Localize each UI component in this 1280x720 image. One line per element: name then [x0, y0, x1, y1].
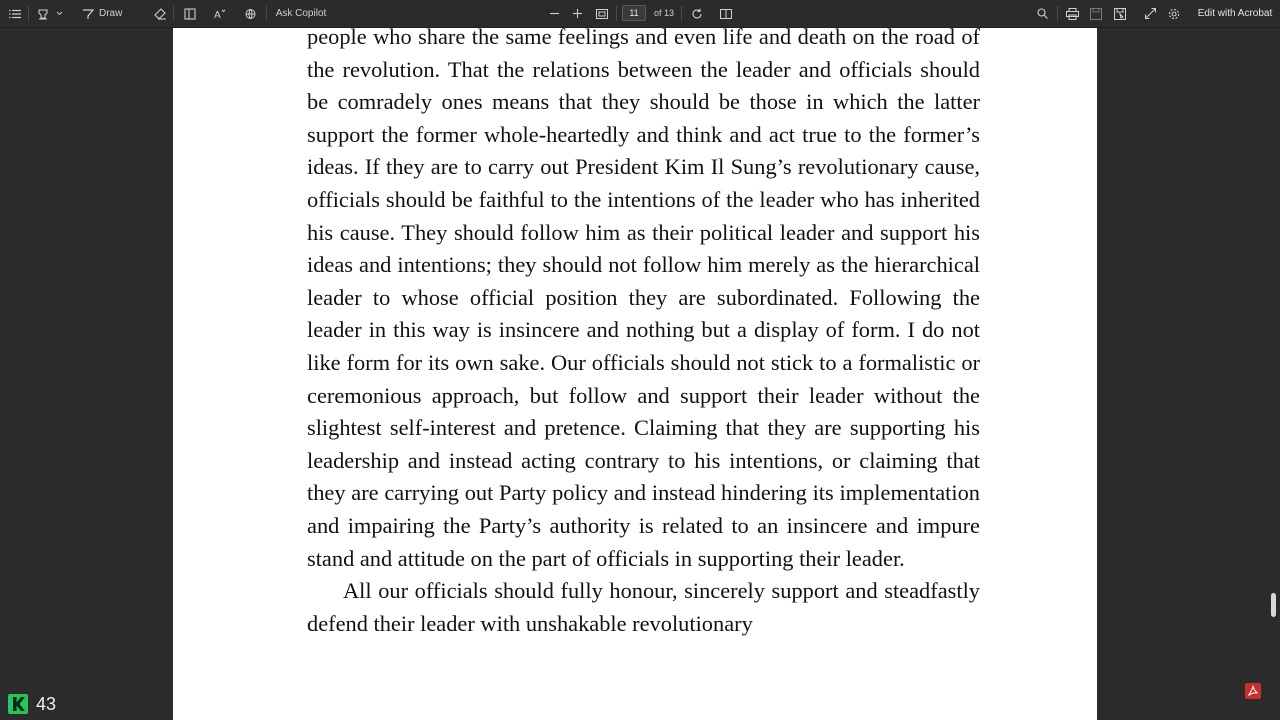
edit-with-acrobat-label: Edit with Acrobat — [1197, 8, 1273, 19]
counter-value: 43 — [36, 693, 57, 714]
paragraph: All our officials should fully honour, sincerely support and steadfastly defend their leader with unshakable revolutionary — [307, 578, 980, 636]
paragraph: people who share the same feelings and even life and death on the road of the revolution. That the relations between the leader and officials should be comradely ones means that they should be those in which the latter support the former whole-heartedly and think and act true to the former’s ideas. If they are to carry out President Kim Il Sung’s revolutionary cause, officials should be faithful to the intentions of the leader who has inherited his cause. They should follow him as their political leader and support his ideas and intentions; they should not follow him merely as the hierarchical leader to whose official position they are subordinated. Following the leader in this way is insincere and nothing but a display of form. I do not like form for its own sake. Our officials should not stick to a formalistic or ceremonious approach, but follow and support their leader without the slightest self-interest and pretence. Claiming that they are supporting his leadership and instead acting contrary to his intentions, or claiming that they are carrying out Party policy and instead hindering its implementation and impairing the Party’s authority is related to an insincere and impure stand and attitude on the part of officials in supporting their leader. — [307, 28, 980, 571]
draw-icon — [82, 8, 94, 20]
save-as-icon[interactable] — [1112, 4, 1128, 23]
zoom-in-icon[interactable] — [570, 4, 584, 23]
menu-icon[interactable] — [6, 4, 24, 23]
page-number-input[interactable] — [622, 5, 646, 21]
page-total: of 13 — [653, 8, 675, 18]
page-view-icon[interactable] — [718, 4, 734, 23]
toolbar-divider — [616, 6, 617, 21]
toolbar-divider — [266, 6, 267, 21]
acrobat-pdf-icon[interactable] — [1245, 683, 1261, 699]
read-aloud-icon[interactable] — [211, 4, 229, 23]
draw-button[interactable] — [82, 4, 128, 23]
fit-page-icon[interactable] — [594, 4, 610, 23]
print-icon[interactable] — [1064, 4, 1080, 23]
zoom-out-icon[interactable] — [547, 4, 561, 23]
save-icon[interactable] — [1088, 4, 1104, 23]
k-logo-icon — [8, 694, 28, 714]
scrollbar-thumb[interactable] — [1271, 593, 1276, 617]
settings-gear-icon[interactable] — [1166, 4, 1182, 23]
draw-label: Draw — [99, 8, 123, 19]
counter-widget — [8, 692, 56, 716]
eraser-icon[interactable] — [151, 4, 169, 23]
edit-with-acrobat-button[interactable] — [1196, 4, 1274, 23]
toolbar-divider — [173, 6, 174, 21]
toolbar — [0, 0, 1280, 28]
ask-copilot-button[interactable] — [272, 4, 330, 23]
document-page — [173, 28, 1097, 720]
page-text — [307, 28, 980, 640]
translate-icon[interactable] — [241, 4, 259, 23]
toolbar-divider — [1057, 6, 1058, 21]
highlight-icon[interactable] — [35, 4, 51, 23]
svg-text:A: A — [213, 9, 221, 20]
toolbar-divider — [681, 6, 682, 21]
fullscreen-icon[interactable] — [1142, 4, 1158, 23]
vertical-scrollbar[interactable] — [1268, 27, 1280, 720]
text-box-icon[interactable] — [181, 4, 199, 23]
toolbar-divider — [28, 6, 29, 21]
highlight-dropdown-chevron-icon[interactable] — [54, 4, 64, 23]
search-icon[interactable] — [1034, 4, 1050, 23]
ask-copilot-label: Ask Copilot — [275, 8, 327, 19]
rotate-icon[interactable] — [689, 4, 705, 23]
